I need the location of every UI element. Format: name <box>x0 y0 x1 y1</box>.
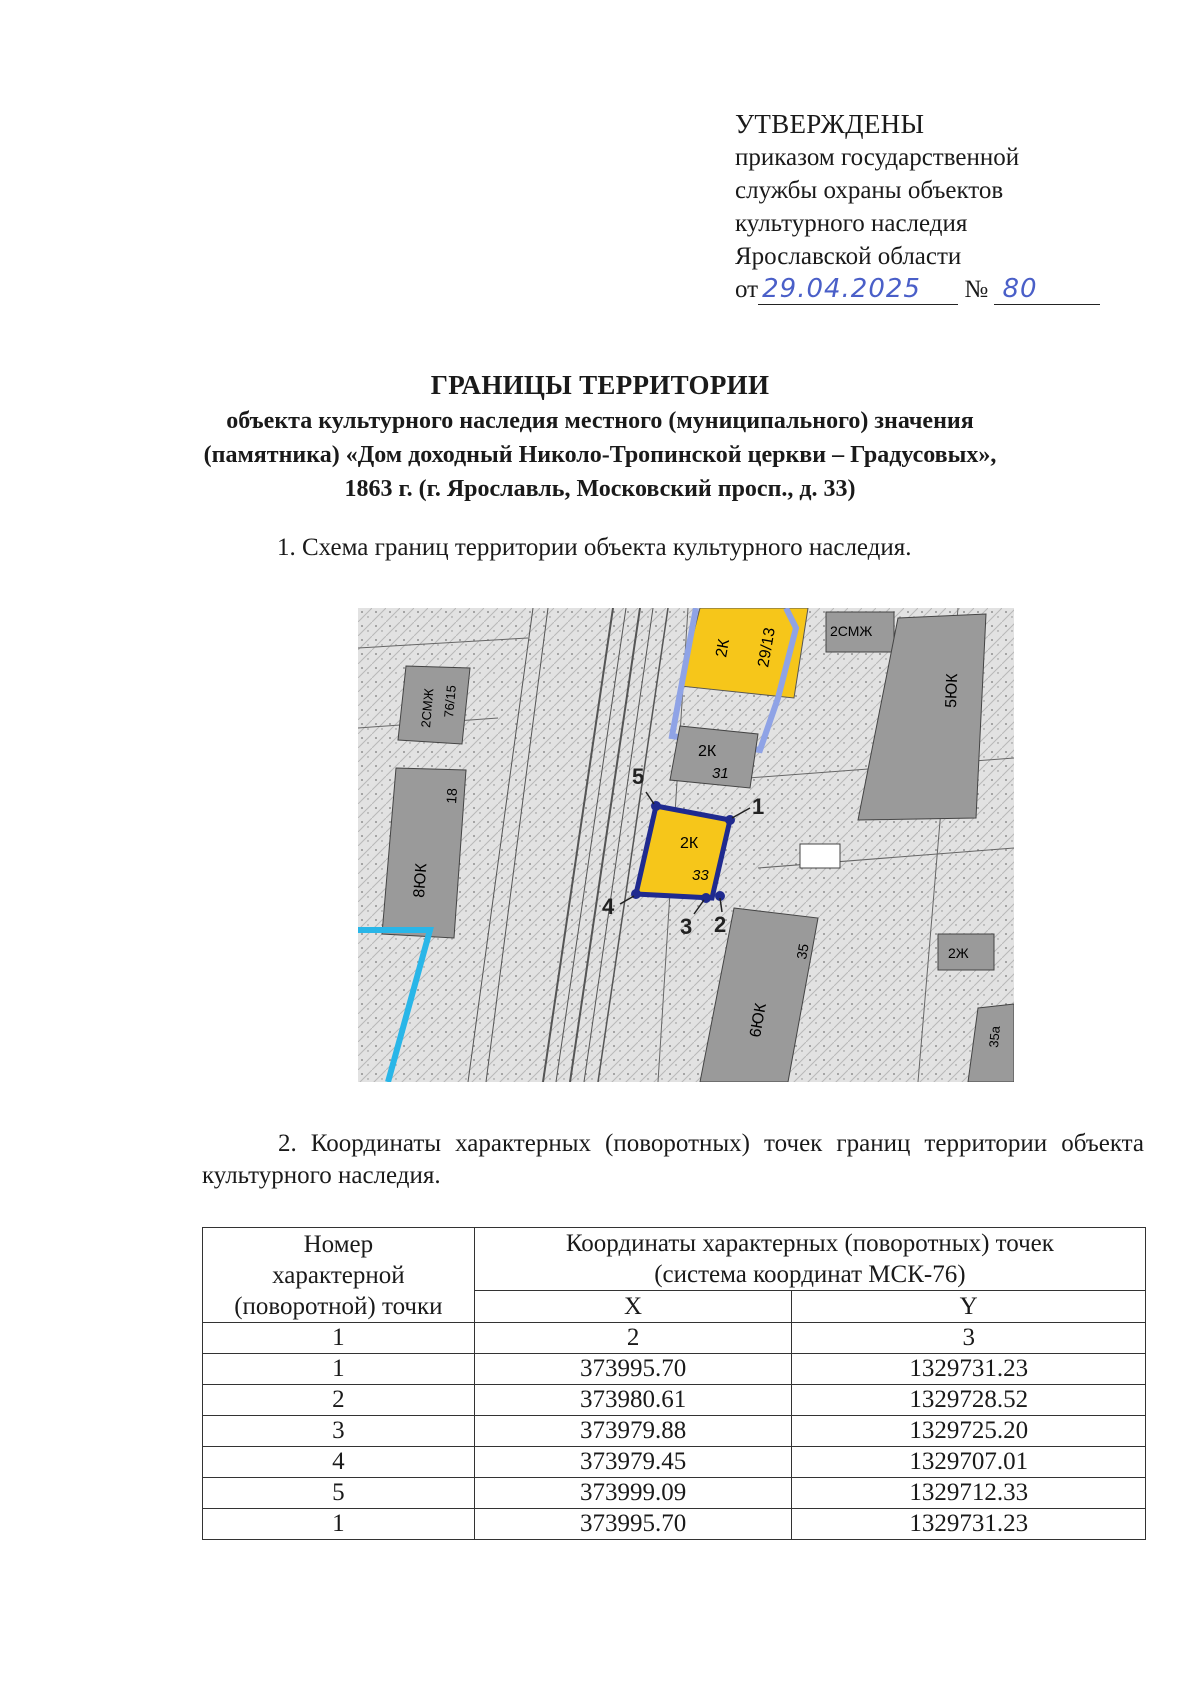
table-cell: 2 <box>474 1323 792 1354</box>
table-row <box>203 1385 1146 1416</box>
y-cell: 1329712.33 <box>792 1478 1146 1509</box>
map-drawing <box>358 608 1014 1082</box>
header-text: (система координат МСК-76) <box>654 1261 966 1288</box>
building-number: 76/15 <box>441 684 459 719</box>
header-text: Координаты характерных (поворотных) точек <box>565 1230 1054 1257</box>
handwritten-number: 80 <box>994 274 1100 305</box>
approval-line: приказом государственной <box>735 144 1020 171</box>
building-number: 35 <box>793 942 812 961</box>
header-text: характерной <box>272 1261 405 1289</box>
table-row <box>203 1509 1146 1540</box>
y-cell: 1329731.23 <box>792 1509 1146 1540</box>
subtitle-line: (памятника) «Дом доходный Николо-Тропинской церкви – Градусовых», <box>203 442 997 468</box>
x-cell: 373999.09 <box>474 1478 792 1509</box>
building-label: 5ЮК <box>943 673 962 709</box>
point-cell: 1 <box>203 1354 475 1385</box>
building-76-15 <box>398 666 470 744</box>
document-title: ГРАНИЦЫ ТЕРРИТОРИИ <box>430 370 770 400</box>
point-cell: 5 <box>203 1478 475 1509</box>
number-prefix: № <box>964 276 989 303</box>
point-label: 2 <box>714 912 727 937</box>
building-label: 2К <box>698 743 717 760</box>
building-2zh <box>938 934 994 970</box>
boundary-map <box>358 608 1014 1082</box>
y-cell: 1329731.23 <box>792 1354 1146 1385</box>
building-label: 2Ж <box>948 945 969 961</box>
y-cell: 1329728.52 <box>792 1385 1146 1416</box>
table-cell: 3 <box>792 1323 1146 1354</box>
point-cell: 4 <box>203 1447 475 1478</box>
point-label: 1 <box>752 794 765 819</box>
approval-line: службы охраны объектов <box>735 177 1004 204</box>
building-number: 31 <box>712 765 729 782</box>
table-header-row <box>203 1228 1146 1291</box>
x-cell: 373979.45 <box>474 1447 792 1478</box>
building-label: 2К <box>680 835 699 852</box>
y-cell: 1329725.20 <box>792 1416 1146 1447</box>
section-1-heading: 1. Схема границ территории объекта культурного наследия. <box>277 534 912 561</box>
building-31 <box>670 726 758 788</box>
table-row <box>203 1447 1146 1478</box>
header-text: Номер <box>303 1230 374 1258</box>
building-8yuk <box>382 768 466 938</box>
building-label: 6ЮК <box>747 1001 770 1039</box>
point-label: 3 <box>680 914 693 939</box>
building-2smzh-top <box>826 612 894 652</box>
point-cell: 1 <box>203 1509 475 1540</box>
x-header: X <box>474 1291 792 1323</box>
y-cell: 1329707.01 <box>792 1447 1146 1478</box>
column-numbering-row <box>203 1323 1146 1354</box>
building-number: 29/13 <box>755 626 779 669</box>
building-number: 18 <box>443 787 461 805</box>
small-structure <box>800 844 840 868</box>
point-cell: 2 <box>203 1385 475 1416</box>
x-cell: 373995.70 <box>474 1354 792 1385</box>
x-cell: 373995.70 <box>474 1509 792 1540</box>
approval-block <box>735 108 1100 306</box>
handwritten-date: 29.04.2025 <box>758 274 958 305</box>
y-header: Y <box>792 1291 1146 1323</box>
point-label: 4 <box>602 894 615 919</box>
table-row <box>203 1478 1146 1509</box>
building-number: 33 <box>692 867 709 884</box>
header-text: (поворотной) точки <box>234 1292 443 1320</box>
coordinates-table <box>202 1227 1146 1540</box>
section-2-heading: 2. Координаты характерных (поворотных) точек границ территории объекта культурного наследия. <box>202 1130 1144 1189</box>
approval-line: Ярославской области <box>735 243 962 270</box>
point-number-header <box>203 1228 475 1323</box>
building-label: 2СМЖ <box>830 623 873 639</box>
x-cell: 373980.61 <box>474 1385 792 1416</box>
table-cell: 1 <box>203 1323 475 1354</box>
building-number: 35а <box>986 1025 1003 1049</box>
point-cell: 3 <box>203 1416 475 1447</box>
building-label: 2СМЖ <box>418 687 437 729</box>
building-label: 8ЮК <box>411 862 431 899</box>
building-label: 2К <box>713 637 734 659</box>
point-label: 5 <box>632 764 645 789</box>
subtitle-line: объекта культурного наследия местного (муниципального) значения <box>226 408 974 434</box>
date-prefix: от <box>735 276 759 303</box>
table-row <box>203 1416 1146 1447</box>
subtitle-line: 1863 г. (г. Ярославль, Московский просп., д. 33) <box>344 476 856 502</box>
document-subtitle <box>0 404 1200 506</box>
table-row <box>203 1354 1146 1385</box>
approval-heading: УТВЕРЖДЕНЫ <box>735 109 925 139</box>
x-cell: 373979.88 <box>474 1416 792 1447</box>
approval-line: культурного наследия <box>735 210 968 237</box>
approval-date-line <box>735 273 1100 306</box>
coordinates-header <box>474 1228 1145 1291</box>
